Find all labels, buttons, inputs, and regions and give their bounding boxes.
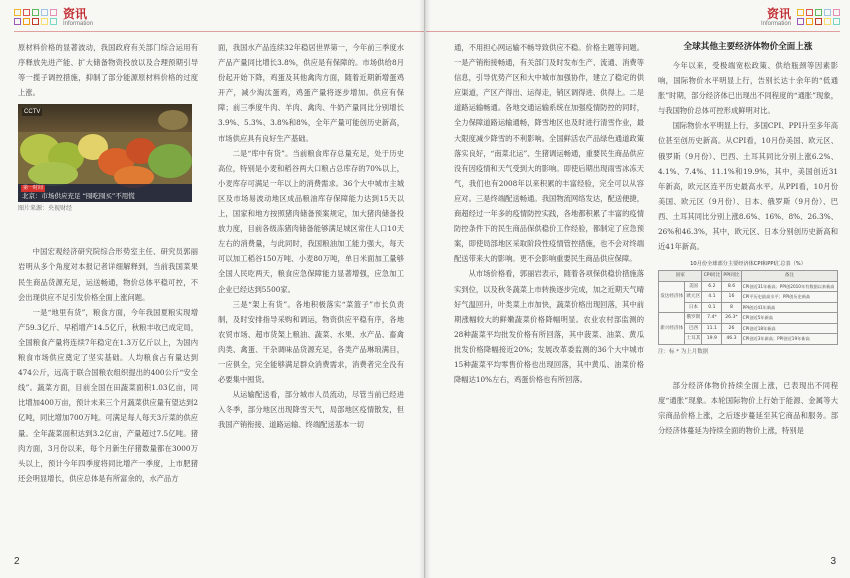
logo-square bbox=[797, 9, 804, 16]
cctv-logo: CCTV bbox=[24, 109, 41, 116]
right-page bbox=[425, 0, 850, 578]
paragraph: 今年以来，受极端宽松政策、供给瓶颈等因素影响，国际物价水平明显上行，告别长达十余年的“低通胀”时期，部分经济体已出现出不同程度的“通胀”现象，与我国物价总体可控形成鲜明对比。 bbox=[658, 61, 838, 116]
logo-square bbox=[23, 9, 30, 16]
paragraph: 面，我国水产品连续32年稳居世界第一，今年前三季度水产品产量同比增长3.8%，供应是有保障的。市场供给8月份起开始下降，鸡蛋及其他禽肉方面，随着近期新增蛋鸡开产，减少淘汰蛋鸡，鸡蛋产量将逐步增加。供应有保障；前三季度牛肉、羊肉、禽肉、牛奶产量同比分别增长3.9%、5.3%、3.8%和8%，全年产量可能创历史新高，市场供应具有良好生产基础。 bbox=[218, 43, 404, 143]
table-cell: 26 bbox=[722, 323, 741, 334]
table-row bbox=[659, 334, 838, 345]
table-header: CPI同比 bbox=[702, 271, 722, 282]
page-number: 2 bbox=[14, 556, 20, 567]
table-cell: 11.1 bbox=[702, 323, 722, 334]
group-cell: 发达经济体 bbox=[659, 281, 685, 313]
paragraph: 从市场价格看，郭丽岩表示，随着各项保供稳价措施落实到位，以及秋冬蔬菜上市转换逐步完成，加之近期天气晴好气温回升，叶类菜上市加快，蔬菜价格出现回落，其中前期涨幅较大的鲜嫩蔬菜价格降幅明显。农业农村部监测的28种蔬菜平均批发价格有所回落，其中菠菜、油菜、黄瓜批发价格降幅接近20%；发展改革委监测的36个大中城市15种蔬菜平均零售价格也出现回落，其中黄瓜、油菜价格降幅达10%左右，鸡蛋价格也有所回落。 bbox=[454, 269, 644, 385]
table-row bbox=[659, 302, 838, 313]
logo-square bbox=[824, 9, 831, 16]
logo-blocks-icon bbox=[797, 9, 840, 25]
logo-square bbox=[797, 18, 804, 25]
logo-square bbox=[41, 9, 48, 16]
logo-blocks-icon bbox=[14, 9, 57, 25]
group-cell: 新兴经济体 bbox=[659, 313, 685, 345]
logo-square bbox=[815, 18, 822, 25]
table-cell: 8 bbox=[722, 302, 741, 313]
news-photo bbox=[18, 104, 192, 202]
table-cell: 26.3* bbox=[722, 313, 741, 324]
table-cell: 19.9 bbox=[702, 334, 722, 345]
table-cell: CPI创近3年新高；PPI创近19年新高 bbox=[741, 334, 837, 345]
table-header: 备注 bbox=[741, 271, 837, 282]
header-rule bbox=[426, 31, 840, 32]
table-row bbox=[659, 313, 838, 324]
caption-tag: 第一时间 bbox=[23, 185, 44, 192]
photo-caption-bar bbox=[18, 184, 192, 202]
table-cell: 巴西 bbox=[685, 323, 702, 334]
table-cell: 6.2 bbox=[702, 281, 722, 292]
header-title: 资讯 bbox=[63, 6, 88, 21]
paragraph: 部分经济体物价持续全面上涨，已表现出不同程度“通胀”现象。本轮国际物价上行始于能源、金属等大宗商品价格上涨，之后逐步蔓延至其它商品和服务。部分经济体蔓延为持续全面的物价上涨，特别是 bbox=[658, 380, 838, 435]
header-text bbox=[761, 8, 791, 27]
header-subtitle: Information bbox=[63, 20, 94, 27]
table-row bbox=[659, 292, 838, 303]
table-cell: PPI创近41年新高 bbox=[741, 302, 837, 313]
logo-square bbox=[806, 18, 813, 25]
table-header: PPI同比 bbox=[722, 271, 741, 282]
table-cell: 欧元区 bbox=[685, 292, 702, 303]
header-title: 资讯 bbox=[766, 6, 791, 21]
table-title: 10月份全球部分主要经济体CPI和PPI汇总表（%） bbox=[690, 261, 806, 268]
table-cell: 俄罗斯 bbox=[685, 313, 702, 324]
logo-square bbox=[23, 18, 30, 25]
table-header: 国家 bbox=[659, 271, 702, 282]
logo-square bbox=[14, 18, 21, 25]
logo-square bbox=[833, 9, 840, 16]
table-cell: 8.6 bbox=[722, 281, 741, 292]
logo-square bbox=[833, 18, 840, 25]
paragraph: 中国宏观经济研究院综合形势室主任、研究员郭丽岩明从多个角度对本报记者详细解释到，当前我国菜果民生商品货源充足，运送畅通，物价总体平稳可控，不会出现供应不足引发价格全面上涨问题。 bbox=[18, 247, 198, 302]
table-cell: 4.1 bbox=[702, 292, 722, 303]
logo-square bbox=[815, 9, 822, 16]
table-cell: 美国 bbox=[685, 281, 702, 292]
paragraph: 二是“库中有货”。当前粮食库存总量充足，处于历史高位，特别是小麦和稻谷两大口粮占总库存的70%以上，小麦库存可满足一年以上的消费需求。36个大中城市主城区及市场易波动地区成品粮油库存保障能力达到15天以上，国家和地方按照猪肉储备预案规定，加大猪肉储备投放力度，目前各级冻猪肉储备能够满足城区常住人口10天左右的消费量，与此同时，我国粮油加工能力强大，每天可以加工稻谷150万吨、小麦80万吨，单日米面加工量够全国人民吃两天，粮食应急保障能力显著增强，应急加工企业已经达到5500家。 bbox=[218, 148, 404, 294]
column-1 bbox=[18, 40, 198, 486]
header-subtitle: Information bbox=[760, 20, 791, 27]
paragraph: 三是“架上有货”。各地积极落实“菜篮子”市长负责制，及时安排指导采购和调运，物资供应平稳有序，各地农贸市场、超市货架上粮油、蔬菜、水果、水产品、畜禽肉类、禽蛋、干杂调味品货源充足，各类产品琳琅满目，一应俱全，完全能够满足群众消费需求，消费者完全没有必要集中囤货。 bbox=[218, 299, 404, 385]
logo-square bbox=[14, 9, 21, 16]
table-cell: 日本 bbox=[685, 302, 702, 313]
table-cell: 7.4* bbox=[702, 313, 722, 324]
logo-square bbox=[50, 9, 57, 16]
header-right bbox=[755, 4, 840, 30]
logo-square bbox=[50, 18, 57, 25]
paragraph: 从运输配送看，部分城市人员流动，尽管当前已经进入冬季，部分地区出现降雪天气，局部地区疫情散发，但我国产销衔接、道路运输、终端配送基本一切 bbox=[218, 390, 404, 430]
table-cell: 16 bbox=[722, 292, 741, 303]
paragraph: 原材料价格的显著波动，我国政府有关部门综合运用有序释放先进产能、扩大储备物资投放以及合理预期引导等一揽子调控措施，抑制了部分能源原材料价格的过度上涨。 bbox=[18, 43, 198, 98]
paragraph: 国际物价水平明显上行，多国CPI、PPI升至多年高位甚至创历史新高。从CPI看，10月份美国、欧元区、俄罗斯（9月份）、巴西、土耳其同比分别上涨6.2%、4.1%、7.4%、11.1%和19.9%，其中，美国创近31年新高，欧元区连平历史最高水平。从PPI看，10月份美国、欧元区（9月份）、日本、俄罗斯（9月份）、巴西、土耳其同比分别上涨8.6%、16%、8%、26.3%、26%和46.3%，其中，欧元区、日本分别创历史新高和近41年新高。 bbox=[658, 121, 838, 252]
table-cell: CPI创近31年新高；PPI创2010年有数据以来新高 bbox=[741, 281, 837, 292]
column-2 bbox=[218, 40, 404, 432]
column-3 bbox=[454, 40, 644, 387]
table-cell: 土耳其 bbox=[685, 334, 702, 345]
cpi-ppi-table-block bbox=[658, 260, 838, 356]
paragraph: 一是“地里有货”，粮食方面，今年我国夏粮实现增产59.3亿斤、早稻增产14.5亿斤，秋粮丰收已成定局，全国粮食产量将连续7年稳定在1.3万亿斤以上，为国内粮食市场供应奠定了坚实基础。人均粮食占有量达到474公斤，远高于联合国粮农组织提出的400公斤“安全线”。蔬菜方面，目前全国在田蔬菜面积1.03亿亩，同比增加400万亩，预计未来三个月蔬菜供应量有望达到2亿吨，同比增加700万吨。可满足每人每天3斤菜的供应量。全年蔬菜面积达到3.2亿亩，产量超过7.5亿吨。猪肉方面，3月份以来，每个月新生仔猪数量都在3000万头以上，预计今年四季度将同比增产一季度，上市肥猪还会明显增长，供应总体是有所富余的，水产品方 bbox=[18, 307, 198, 483]
header-left bbox=[14, 4, 99, 30]
header-rule bbox=[14, 31, 424, 32]
logo-square bbox=[32, 18, 39, 25]
table-cell: CPI平历史最高水平；PPI创历史新高 bbox=[741, 292, 837, 303]
table-cell: CPI创近5年新高 bbox=[741, 313, 837, 324]
cpi-ppi-table bbox=[658, 270, 838, 345]
table-note: 注：标 * 为上月数据 bbox=[658, 348, 709, 355]
logo-square bbox=[32, 9, 39, 16]
table-cell: 0.1 bbox=[702, 302, 722, 313]
photo-source: 图片来源：央视财经 bbox=[18, 205, 73, 213]
logo-square bbox=[824, 18, 831, 25]
table-cell: 46.3 bbox=[722, 334, 741, 345]
section-title: 全球其他主要经济体物价全面上涨 bbox=[683, 42, 813, 52]
table-cell: CPI创近18年新高 bbox=[741, 323, 837, 334]
paragraph: 通，不用担心网运输不畅导致供应不稳。价格主题等问题。一是产销衔接畅通，有关部门及时发布生产、流通、消费等信息，引导优势产区和大中城市加强协作，建立了稳定的供应渠道，产区产得出、运得走，销区调得进、供得上。二是道路运输畅通。各地交通运输系统在加强疫情防控的同时，全力保障道路运输通畅，降雪地区也及时进行清雪作业，最大限度减少降雪的不利影响。全国鲜活农产品绿色通道政策落实良好，“南菜北运”、生猪调运畅通，重要民生商品供应没有因疫情和天气受到大的影响。即使后期出现雨雪冰冻天气，我们也有2008年以来积累的丰富经验，完全可以从容应对。三是终端配送畅通。我国物流网络发达，配送便捷，商超经过一年多的疫情防控实践，各地都积累了丰富的疫情防控条件下的民生商品保供稳价工作经验，都制定了应急预案，即使局部地区采取阶段性疫情管控措施，也不会对终端配送带来大的影响。更不会影响重要民生商品供应保障。 bbox=[454, 43, 644, 264]
table-row bbox=[659, 323, 838, 334]
page-number: 3 bbox=[830, 556, 836, 567]
table-row bbox=[659, 281, 838, 292]
photo-caption: 北京：市场供应充足 “囤吃囤买”不用慌 bbox=[22, 192, 135, 201]
logo-square bbox=[806, 9, 813, 16]
header-text bbox=[63, 8, 93, 27]
column-4 bbox=[658, 40, 838, 438]
logo-square bbox=[41, 18, 48, 25]
